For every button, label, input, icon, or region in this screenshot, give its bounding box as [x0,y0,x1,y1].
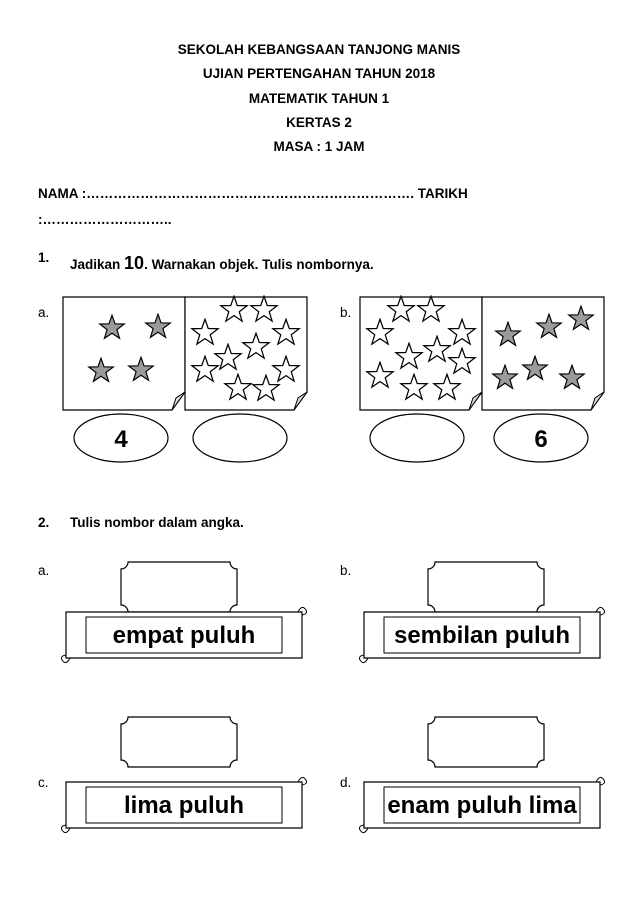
answer-plaque-box[interactable] [428,562,544,612]
q2c-label: c. [38,775,49,790]
q1-text-after: . Warnakan objek. Tulis nombornya. [144,257,374,272]
time-title: MASA : 1 JAM [273,139,365,154]
q1b-right-box [482,297,604,410]
q1-number: 1. [38,250,50,265]
exam-title: UJIAN PERTENGAHAN TAHUN 2018 [202,66,436,81]
q1a-right-box [185,297,307,410]
q2-item [360,562,605,663]
q1a-left-box [63,297,185,410]
school-name: SEKOLAH KEBANGSAAN TANJONG MANIS [177,42,461,57]
q2b-label: b. [340,563,352,578]
q1a-left-oval [74,414,168,462]
name-line: NAMA :………………………………………………………………. TARIKH [38,186,468,201]
answer-plaque-box[interactable] [121,717,237,767]
q1a-label: a. [38,305,50,320]
q1-text-before: Jadikan [70,257,121,272]
q2-number: 2. [38,515,50,530]
q2d-label: d. [340,775,352,790]
number-word: lima puluh [124,792,244,819]
number-word: enam puluh lima [387,792,577,819]
q2-item [62,717,307,833]
subject-title: MATEMATIK TAHUN 1 [248,91,390,106]
q1b-right-answer: 6 [534,426,548,453]
answer-plaque-box[interactable] [428,717,544,767]
q2-instruction: Tulis nombor dalam angka. [70,515,244,530]
q1a-right-oval[interactable] [193,414,287,462]
number-word: sembilan puluh [393,622,571,649]
q1a-left-answer: 4 [114,426,128,453]
q1b-label: b. [340,305,352,320]
q1-target: 10 [124,253,145,273]
date-line: :……………………….. [38,212,172,227]
answer-plaque-box[interactable] [121,562,237,612]
q1b-right-oval [494,414,588,462]
number-word: empat puluh [112,622,256,649]
paper-title: KERTAS 2 [286,115,352,130]
q2a-label: a. [38,563,50,578]
q1b-left-oval[interactable] [370,414,464,462]
q2-item [360,717,605,833]
q2-item [62,562,307,663]
